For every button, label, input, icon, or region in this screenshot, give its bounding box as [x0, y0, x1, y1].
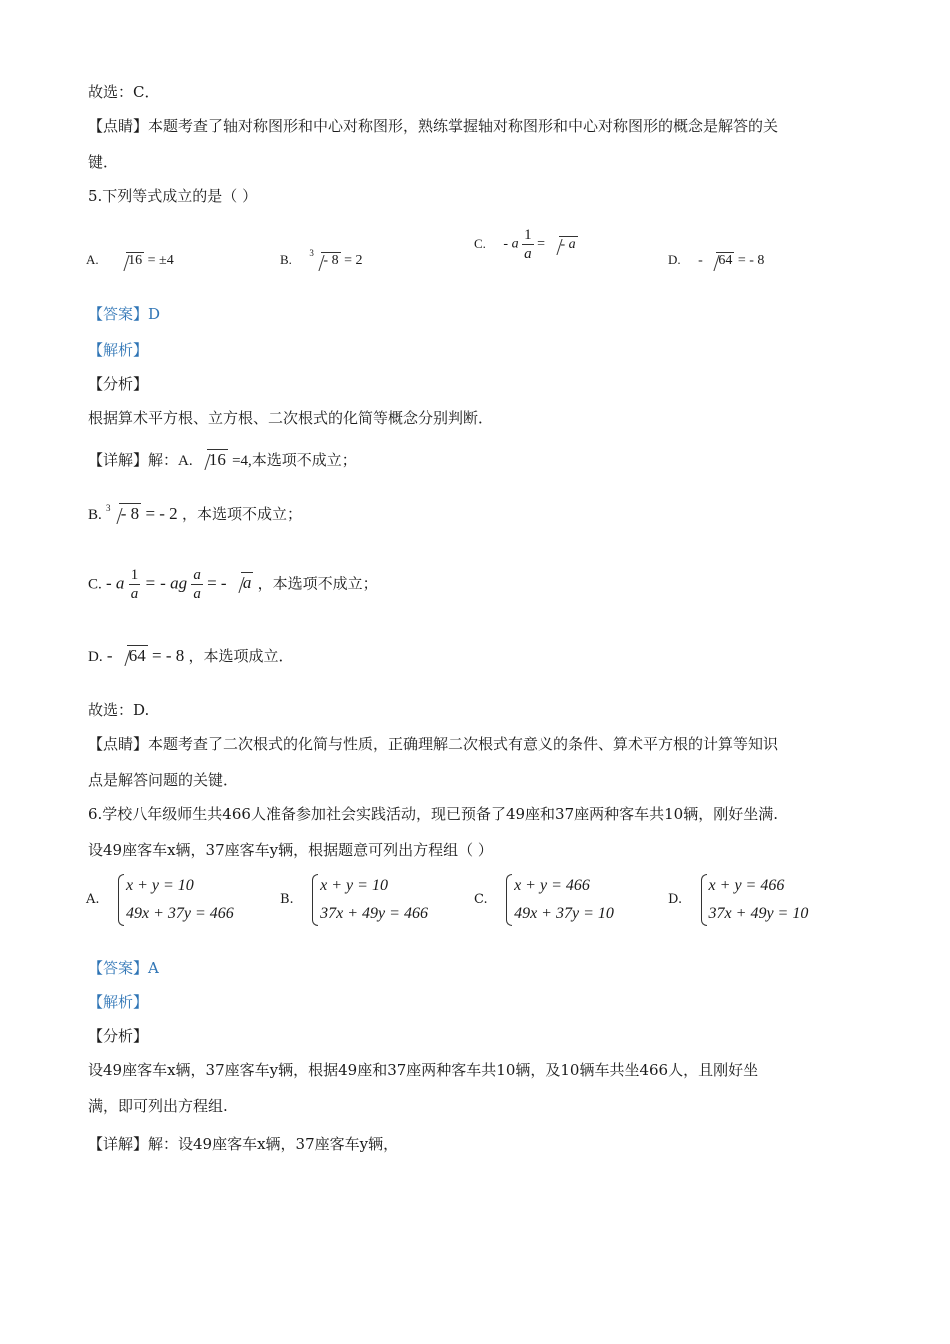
radicand: 64 [718, 253, 733, 268]
equation: 37x + 49y = 466 [320, 905, 428, 922]
question-6-cont: 设49座客车x辆，37座客车y辆，根据题意可列出方程组（ ） [88, 841, 493, 859]
equation: x + y = 466 [514, 877, 590, 894]
sqrt-expression [231, 573, 254, 593]
solution-suffix: =4,本选项不成立； [232, 453, 357, 469]
sqrt-expression [116, 251, 144, 271]
q5-option-a [86, 250, 174, 271]
q5-option-d [668, 250, 764, 271]
equation: 49x + 37y = 10 [514, 905, 614, 922]
cbrt-expression [109, 504, 141, 524]
sqrt-expression [117, 646, 148, 666]
solution-5-d [88, 646, 294, 667]
option-label: D. [668, 892, 683, 907]
rhs: = - 8 [152, 646, 185, 665]
equation: x + y = 10 [320, 877, 388, 894]
numerator: 1 [130, 567, 139, 583]
q6-option-d [668, 872, 808, 928]
solution-prefix: D. [88, 649, 103, 665]
sqrt-expression [197, 450, 228, 470]
solution-suffix: ，本选项不成立； [181, 507, 302, 523]
equation-system [506, 872, 614, 928]
numerator: 1 [524, 227, 532, 243]
fenxi-text-6: 设49座客车x辆，37座客车y辆，根据49座和37座两种客车共10辆，及10辆车共坐466人，且刚好坐 [88, 1061, 759, 1079]
coefficient: - a [106, 573, 125, 593]
equation: x + y = 10 [125, 877, 194, 894]
question-5: 5.下列等式成立的是（ ） [88, 187, 258, 205]
q6-option-c [474, 872, 614, 928]
fenxi-text-6-cont: 满，即可列出方程组. [88, 1097, 228, 1115]
radicand: 64 [128, 646, 146, 665]
solution-prefix: 【详解】解：A. [88, 453, 193, 469]
comment-5: 【点睛】本题考查了二次根式的化简与性质，正确理解二次根式有意义的条件、算术平方根的计算等知识 [88, 735, 779, 753]
equation: 49x + 37y = 466 [125, 905, 234, 922]
denominator: a [524, 246, 532, 262]
equation-system [312, 872, 428, 928]
q6-option-a [86, 872, 234, 928]
solution-suffix: ，本选项不成立； [257, 576, 378, 593]
solution-6: 【详解】解：设49座客车x辆，37座客车y辆， [88, 1135, 399, 1153]
radicand: a [242, 573, 252, 593]
fenxi-heading-6: 【分析】 [88, 1027, 149, 1045]
sqrt-expression [706, 251, 734, 271]
option-label: A. [86, 892, 100, 907]
option-label: D. [668, 252, 681, 267]
sign: - [698, 253, 703, 268]
conclusion-line: 故选：C． [88, 83, 160, 101]
analysis-heading-5: 【解析】 [88, 341, 149, 359]
equation: x + y = 466 [708, 877, 785, 894]
equals: = [537, 236, 545, 252]
equation-system [701, 872, 809, 928]
option-label: A. [86, 252, 99, 267]
equation: 37x + 49y = 10 [708, 905, 809, 922]
sqrt-expression [549, 235, 578, 255]
coefficient: - a [503, 236, 519, 252]
q6-option-b [280, 872, 428, 928]
q5-option-c [474, 226, 578, 263]
equals: = - [207, 573, 227, 593]
denominator: a [193, 586, 201, 602]
equation-system [118, 872, 234, 928]
fenxi-text-5: 根据算术平方根、立方根、二次根式的化简等概念分别判断． [88, 409, 494, 427]
solution-5-b [88, 504, 302, 526]
fenxi-heading-5: 【分析】 [88, 375, 149, 393]
option-label: B. [280, 892, 294, 907]
middle-term: = - ag [144, 573, 188, 593]
q5-option-b [280, 250, 363, 271]
rhs: = ±4 [147, 253, 174, 268]
root-index: 3 [309, 248, 314, 258]
option-label: B. [280, 252, 292, 267]
denominator: a [130, 586, 139, 602]
answer-6: 【答案】A [88, 959, 159, 977]
rhs: = - 8 [737, 253, 765, 268]
fraction [191, 566, 203, 603]
solution-prefix: C. [88, 576, 102, 593]
fraction-under-root [129, 566, 141, 603]
question-6: 6.学校八年级师生共466人准备参加社会实践活动，现已预备了49座和37座两种客车共10辆，刚好坐满. [88, 805, 778, 823]
sign: - [106, 646, 113, 665]
solution-prefix: B. [88, 507, 102, 523]
conclusion-5: 故选：D. [88, 701, 150, 719]
solution-suffix: ，本选项成立． [188, 649, 294, 665]
comment-line-cont: 键． [88, 153, 119, 171]
option-label: C. [474, 892, 488, 907]
solution-5-a [88, 450, 357, 471]
radicand: - 8 [120, 504, 140, 523]
numerator: a [193, 567, 201, 583]
rhs: = 2 [344, 253, 363, 268]
comment-line: 【点睛】本题考查了轴对称图形和中心对称图形，熟练掌握轴对称图形和中心对称图形的概念是解答的关 [88, 117, 779, 135]
option-label: C. [474, 235, 486, 251]
fraction-under-root [522, 226, 534, 263]
root-index: 3 [106, 503, 111, 513]
rhs: = - 2 [145, 504, 178, 523]
radicand: 16 [128, 253, 143, 268]
radicand: 16 [208, 450, 226, 469]
analysis-heading-6: 【解析】 [88, 993, 149, 1011]
cbrt-expression [311, 251, 340, 271]
radicand: - a [560, 236, 576, 252]
comment-5-cont: 点是解答问题的关键． [88, 771, 239, 789]
solution-5-c [88, 566, 378, 603]
radicand: - 8 [323, 253, 339, 268]
answer-5: 【答案】D [88, 305, 161, 323]
